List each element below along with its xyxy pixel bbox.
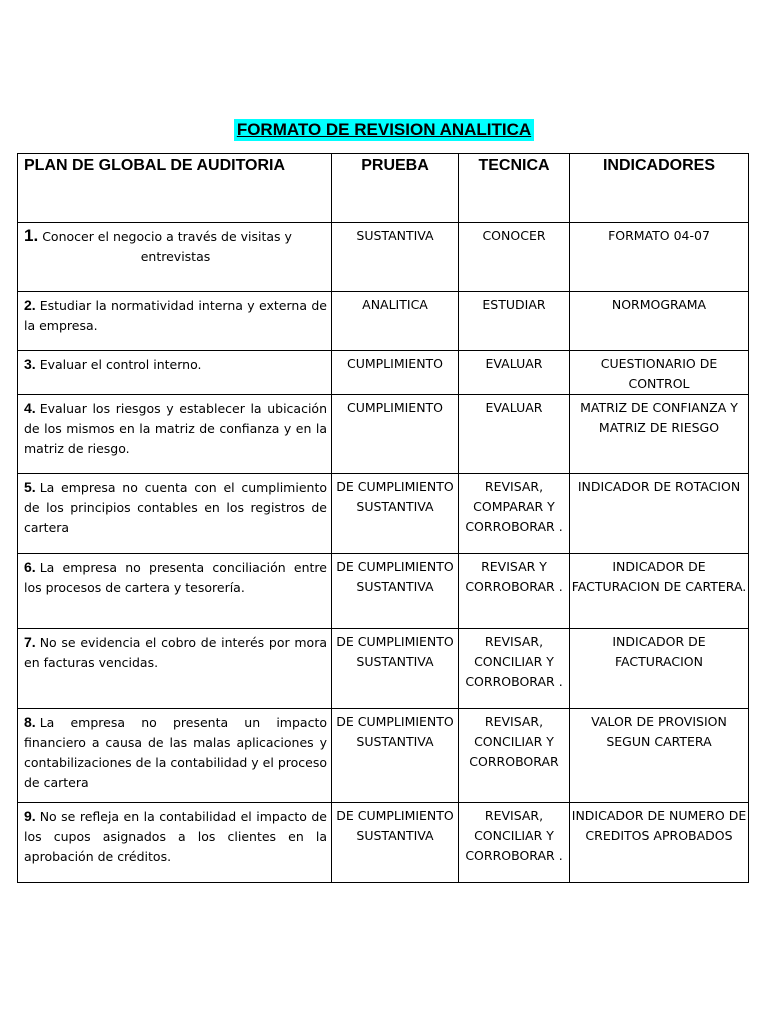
indicador-cell: INDICADOR DE ROTACION [570,474,749,554]
plan-text: Evaluar los riesgos y establecer la ubicación de los mismos en la matriz de confianza y en la matriz de riesgo. [24,401,327,456]
table-row [18,803,749,883]
prueba-cell: DE CUMPLIMIENTO SUSTANTIVA [332,629,459,709]
prueba-cell: CUMPLIMIENTO [332,395,459,474]
row-number: 1. [24,226,39,245]
plan-text: No se refleja en la contabilidad el impacto de los cupos asignados a los clientes en la aprobación de créditos. [24,809,327,864]
indicador-cell: CUESTIONARIO DE CONTROL [570,351,749,395]
indicador-cell: FORMATO 04-07 [570,223,749,292]
prueba-cell: DE CUMPLIMIENTO SUSTANTIVA [332,554,459,629]
tecnica-cell: EVALUAR [459,351,570,395]
prueba-cell: SUSTANTIVA [332,223,459,292]
row-number: 7. [24,634,36,650]
audit-table [17,153,749,883]
plan-cell [18,395,332,474]
plan-text-continued: entrevistas [140,249,211,264]
row-number: 6. [24,559,36,575]
tecnica-cell: EVALUAR [459,395,570,474]
plan-text: Evaluar el control interno. [39,357,202,372]
table-row [18,292,749,351]
prueba-cell: ANALITICA [332,292,459,351]
prueba-cell: DE CUMPLIMIENTO SUSTANTIVA [332,709,459,803]
indicador-cell: VALOR DE PROVISION SEGUN CARTERA [570,709,749,803]
table-row [18,629,749,709]
plan-text: La empresa no presenta un impacto financiero a causa de las malas aplicaciones y contabilizaciones de la contabilidad y el proceso de cartera [24,715,327,790]
header-row [18,154,749,223]
plan-text: La empresa no presenta conciliación entre los procesos de cartera y tesorería. [24,560,327,595]
plan-cell [18,351,332,395]
indicador-cell: INDICADOR DE FACTURACION DE CARTERA. [570,554,749,629]
header-plan: PLAN DE GLOBAL DE AUDITORIA [18,154,332,223]
header-indicadores: INDICADORES [570,154,749,223]
row-number: 9. [24,808,36,824]
row-number: 4. [24,400,36,416]
plan-text: Conocer el negocio a través de visitas y [42,229,292,244]
row-number: 3. [24,356,36,372]
tecnica-cell: REVISAR, COMPARAR Y CORROBORAR . [459,474,570,554]
plan-text: La empresa no cuenta con el cumplimiento de los principios contables en los registros de cartera [24,480,327,535]
table-row [18,395,749,474]
row-number: 5. [24,479,36,495]
table-row [18,709,749,803]
plan-cell [18,709,332,803]
header-tecnica: TECNICA [459,154,570,223]
header-prueba: PRUEBA [332,154,459,223]
indicador-cell: MATRIZ DE CONFIANZA Y MATRIZ DE RIESGO [570,395,749,474]
table-row [18,554,749,629]
table-row [18,223,749,292]
tecnica-cell: REVISAR Y CORROBORAR . [459,554,570,629]
indicador-cell: NORMOGRAMA [570,292,749,351]
plan-text: No se evidencia el cobro de interés por mora en facturas vencidas. [24,635,327,670]
plan-cell [18,474,332,554]
indicador-cell: INDICADOR DE FACTURACION [570,629,749,709]
tecnica-cell: REVISAR, CONCILIAR Y CORROBORAR . [459,629,570,709]
title-container [0,119,768,141]
row-number: 8. [24,714,36,730]
indicador-cell: INDICADOR DE NUMERO DE CREDITOS APROBADOS [570,803,749,883]
tecnica-cell: REVISAR, CONCILIAR Y CORROBORAR . [459,803,570,883]
tecnica-cell: REVISAR, CONCILIAR Y CORROBORAR [459,709,570,803]
plan-cell [18,554,332,629]
plan-text: Estudiar la normatividad interna y externa de la empresa. [24,298,327,333]
plan-cell [18,629,332,709]
tecnica-cell: ESTUDIAR [459,292,570,351]
row-number: 2. [24,297,36,313]
prueba-cell: DE CUMPLIMIENTO SUSTANTIVA [332,474,459,554]
prueba-cell: CUMPLIMIENTO [332,351,459,395]
table-row [18,351,749,395]
table-row [18,474,749,554]
document-title: FORMATO DE REVISION ANALITICA [234,119,534,141]
plan-cell [18,292,332,351]
tecnica-cell: CONOCER [459,223,570,292]
plan-cell [18,223,332,292]
plan-cell [18,803,332,883]
prueba-cell: DE CUMPLIMIENTO SUSTANTIVA [332,803,459,883]
